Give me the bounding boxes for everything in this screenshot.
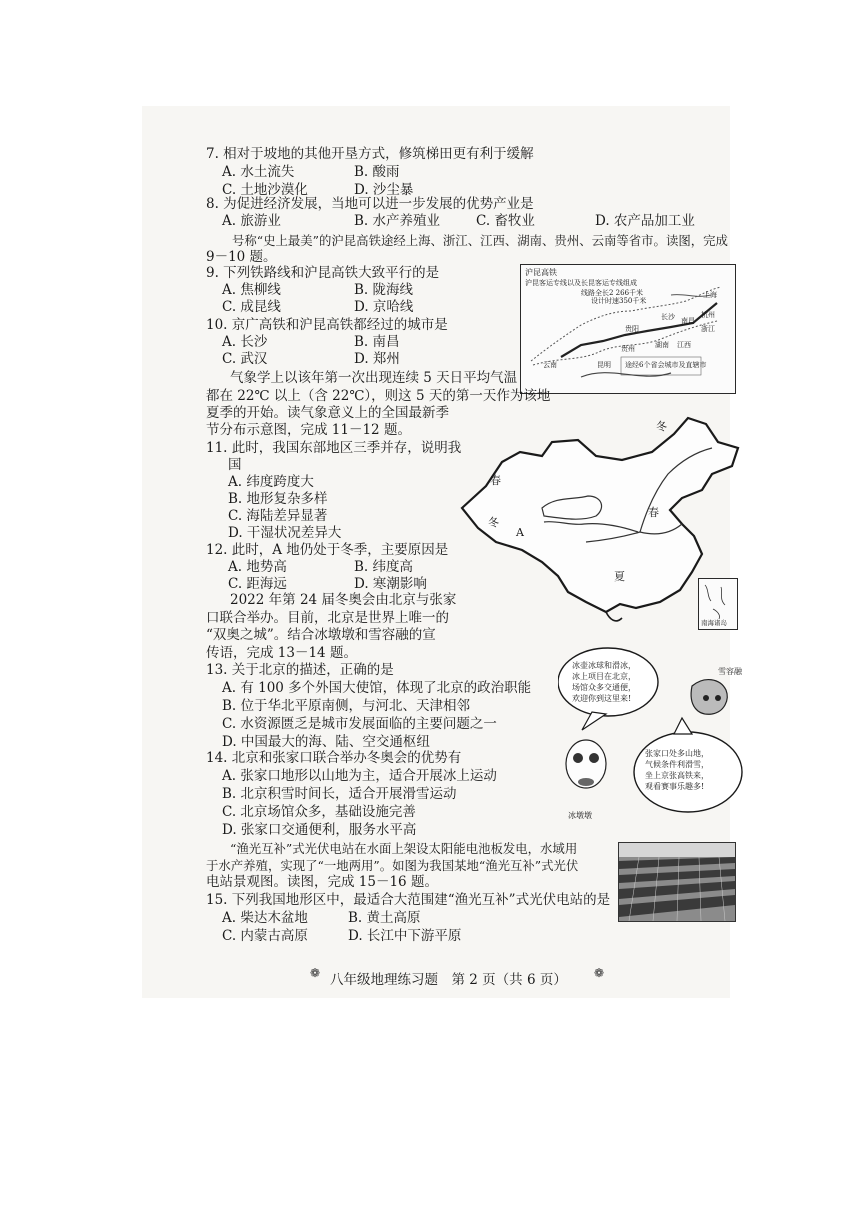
option-15c: C. 内蒙古高原 (222, 928, 308, 944)
bubble1-line4: 欢迎你到这里来! (572, 694, 632, 703)
label-hunan: 湖南 (655, 341, 669, 349)
option-10d: D. 郑州 (354, 351, 400, 367)
intro-13-14-line2: 口联合举办。目前，北京是世界上唯一的 (206, 610, 449, 626)
option-9c: C. 成昆线 (222, 299, 281, 315)
option-13a: A. 有 100 多个外国大使馆，体现了北京的政治职能 (222, 680, 532, 696)
option-11b: B. 地形复杂多样 (228, 491, 328, 507)
bubble2-line3: 坐上京张高铁来， (645, 771, 709, 780)
option-9d: D. 京哈线 (354, 299, 414, 315)
intro-15-16-line2: 于水产养殖，实现了“一地两用”。如图为我国某地“渔光互补”式光伏 (206, 858, 579, 873)
intro-11-12-line4: 节分布示意图，完成 11－12 题。 (206, 422, 411, 438)
rail-map-note1: 沪昆客运专线以及长昆客运专线组成 (525, 279, 637, 287)
label-zhejiang: 浙江 (701, 325, 715, 333)
solar-panel-rows (619, 843, 735, 921)
question-15-stem: 15. 下列我国地形区中，最适合大范围建“渔光互补”式光伏电站的是 (206, 892, 611, 908)
intro-9-10-line1: 号称“史上最美”的沪昆高铁途经上海、浙江、江西、湖南、贵州、云南等省市。读图，完成 (232, 233, 728, 248)
option-8d: D. 农产品加工业 (595, 213, 695, 229)
option-15a: A. 柴达木盆地 (222, 910, 308, 926)
option-14a: A. 张家口地形以山地为主，适合开展冰上运动 (222, 768, 497, 784)
bubble1-line1: 冰壶冰球和滑冰， (572, 661, 636, 670)
label-changsha: 长沙 (661, 313, 675, 321)
option-7c: C. 土地沙漠化 (222, 182, 308, 198)
bubble2-line1: 张家口处多山地， (645, 749, 709, 758)
label-yunnan: 云南 (543, 361, 557, 369)
question-11-stem-line1: 11. 此时，我国东部地区三季并存，说明我 (206, 440, 462, 456)
map-label-summer: 夏 (614, 570, 625, 583)
page-footer: 八年级地理练习题 第 2 页（共 6 页） (330, 972, 567, 988)
label-guizhou: 贵州 (621, 345, 635, 353)
option-8b: B. 水产养殖业 (354, 213, 441, 229)
rail-map-note4: 途经6个省会城市及直辖市 (625, 361, 707, 369)
option-12c: C. 距海远 (228, 576, 287, 592)
option-12a: A. 地势高 (228, 559, 287, 575)
footer-ornament-left-icon: ❁ (310, 966, 321, 980)
intro-13-14-line4: 传语，完成 13－14 题。 (206, 645, 357, 661)
option-10b: B. 南昌 (354, 334, 400, 350)
solar-station-photo (618, 842, 736, 922)
option-11d: D. 干湿状况差异大 (228, 525, 342, 541)
intro-11-12-line2: 都在 22℃ 以上（含 22℃），则这 5 天的第一天作为该地 (206, 388, 551, 404)
option-11c: C. 海陆差异显著 (228, 508, 328, 524)
option-12b: B. 纬度高 (354, 559, 414, 575)
option-11a: A. 纬度跨度大 (228, 474, 314, 490)
rail-map-note3: 设计时速350千米 (591, 297, 647, 305)
intro-13-14-line3: “双奥之城”。结合冰墩墩和雪容融的宣 (206, 627, 436, 643)
bubble1-line3: 场馆众多交通便， (572, 683, 636, 692)
option-13d: D. 中国最大的海、陆、空交通枢纽 (222, 734, 430, 750)
footer-ornament-right-icon: ❁ (594, 966, 605, 980)
option-8c: C. 畜牧业 (476, 213, 535, 229)
option-13b: B. 位于华北平原南侧，与河北、天津相邻 (222, 698, 471, 714)
map-label-winter-ne: 冬 (656, 420, 667, 433)
map-label-spring-east: 春 (648, 506, 659, 519)
bubble1-line2: 冰上项目在北京， (572, 672, 636, 681)
intro-13-14-line1: 2022 年第 24 届冬奥会由北京与张家 (230, 592, 457, 608)
option-10a: A. 长沙 (222, 334, 268, 350)
label-guiyang: 贵阳 (625, 325, 639, 333)
option-10c: C. 武汉 (222, 351, 268, 367)
inset-label: 南海诸岛 (701, 619, 727, 627)
option-15d: D. 长江中下游平原 (348, 928, 462, 944)
question-8-stem: 8. 为促进经济发展，当地可以进一步发展的优势产业是 (206, 196, 534, 212)
option-13c: C. 水资源匮乏是城市发展面临的主要问题之一 (222, 716, 497, 732)
bubble2-line2: 气候条件利滑雪， (645, 760, 709, 769)
option-8a: A. 旅游业 (222, 213, 281, 229)
label-hangzhou: 杭州 (701, 311, 715, 319)
south-sea-inset (698, 578, 738, 630)
label-shanghai: 上海 (703, 291, 717, 299)
intro-11-12-line1: 气象学上以该年第一次出现连续 5 天日平均气温 (230, 370, 518, 386)
question-10-stem: 10. 京广高铁和沪昆高铁都经过的城市是 (206, 317, 448, 333)
huchun-rail-map (520, 264, 736, 394)
intro-15-16-line1: “渔光互补”式光伏电站在水面上架设太阳能电池板发电，水域用 (230, 841, 578, 856)
question-13-stem: 13. 关于北京的描述，正确的是 (206, 662, 394, 678)
question-11-stem-line2: 国 (228, 457, 242, 473)
intro-11-12-line3: 夏季的开始。读气象意义上的全国最新季 (206, 405, 449, 421)
map-label-winter-west: 冬 (488, 516, 499, 529)
label-nanchang: 南昌 (681, 317, 695, 325)
option-7d: D. 沙尘暴 (354, 182, 414, 198)
question-14-stem: 14. 北京和张家口联合举办冬奥会的优势有 (206, 750, 462, 766)
label-xuerongrong: 雪容融 (718, 667, 742, 676)
option-7b: B. 酸雨 (354, 164, 400, 180)
label-jiangxi: 江西 (677, 341, 691, 349)
map-label-spring-west: 春 (490, 474, 501, 487)
rail-map-note2: 线路全长2 266千米 (581, 289, 644, 297)
question-7-stem: 7. 相对于坡地的其他开垦方式，修筑梯田更有利于缓解 (206, 146, 534, 162)
question-12-stem: 12. 此时，A 地仍处于冬季，主要原因是 (206, 542, 449, 558)
option-15b: B. 黄土高原 (348, 910, 421, 926)
option-14b: B. 北京积雪时间长，适合开展滑雪运动 (222, 786, 457, 802)
bubble2-line4: 观看赛事乐趣多! (645, 782, 705, 791)
map-label-point-a: A (516, 526, 524, 539)
label-bingdwendwen: 冰墩墩 (568, 811, 592, 820)
option-14c: C. 北京场馆众多，基础设施完善 (222, 804, 416, 820)
option-9a: A. 焦柳线 (222, 282, 281, 298)
option-7a: A. 水土流失 (222, 164, 295, 180)
label-kunming: 昆明 (597, 361, 611, 369)
option-14d: D. 张家口交通便利，服务水平高 (222, 822, 417, 838)
intro-9-10-line2: 9－10 题。 (206, 249, 277, 265)
option-9b: B. 陇海线 (354, 282, 414, 298)
option-12d: D. 寒潮影响 (354, 576, 427, 592)
intro-15-16-line3: 电站景观图。读图，完成 15－16 题。 (206, 874, 438, 890)
question-9-stem: 9. 下列铁路线和沪昆高铁大致平行的是 (206, 265, 440, 281)
rail-map-title: 沪昆高铁 (525, 268, 557, 277)
